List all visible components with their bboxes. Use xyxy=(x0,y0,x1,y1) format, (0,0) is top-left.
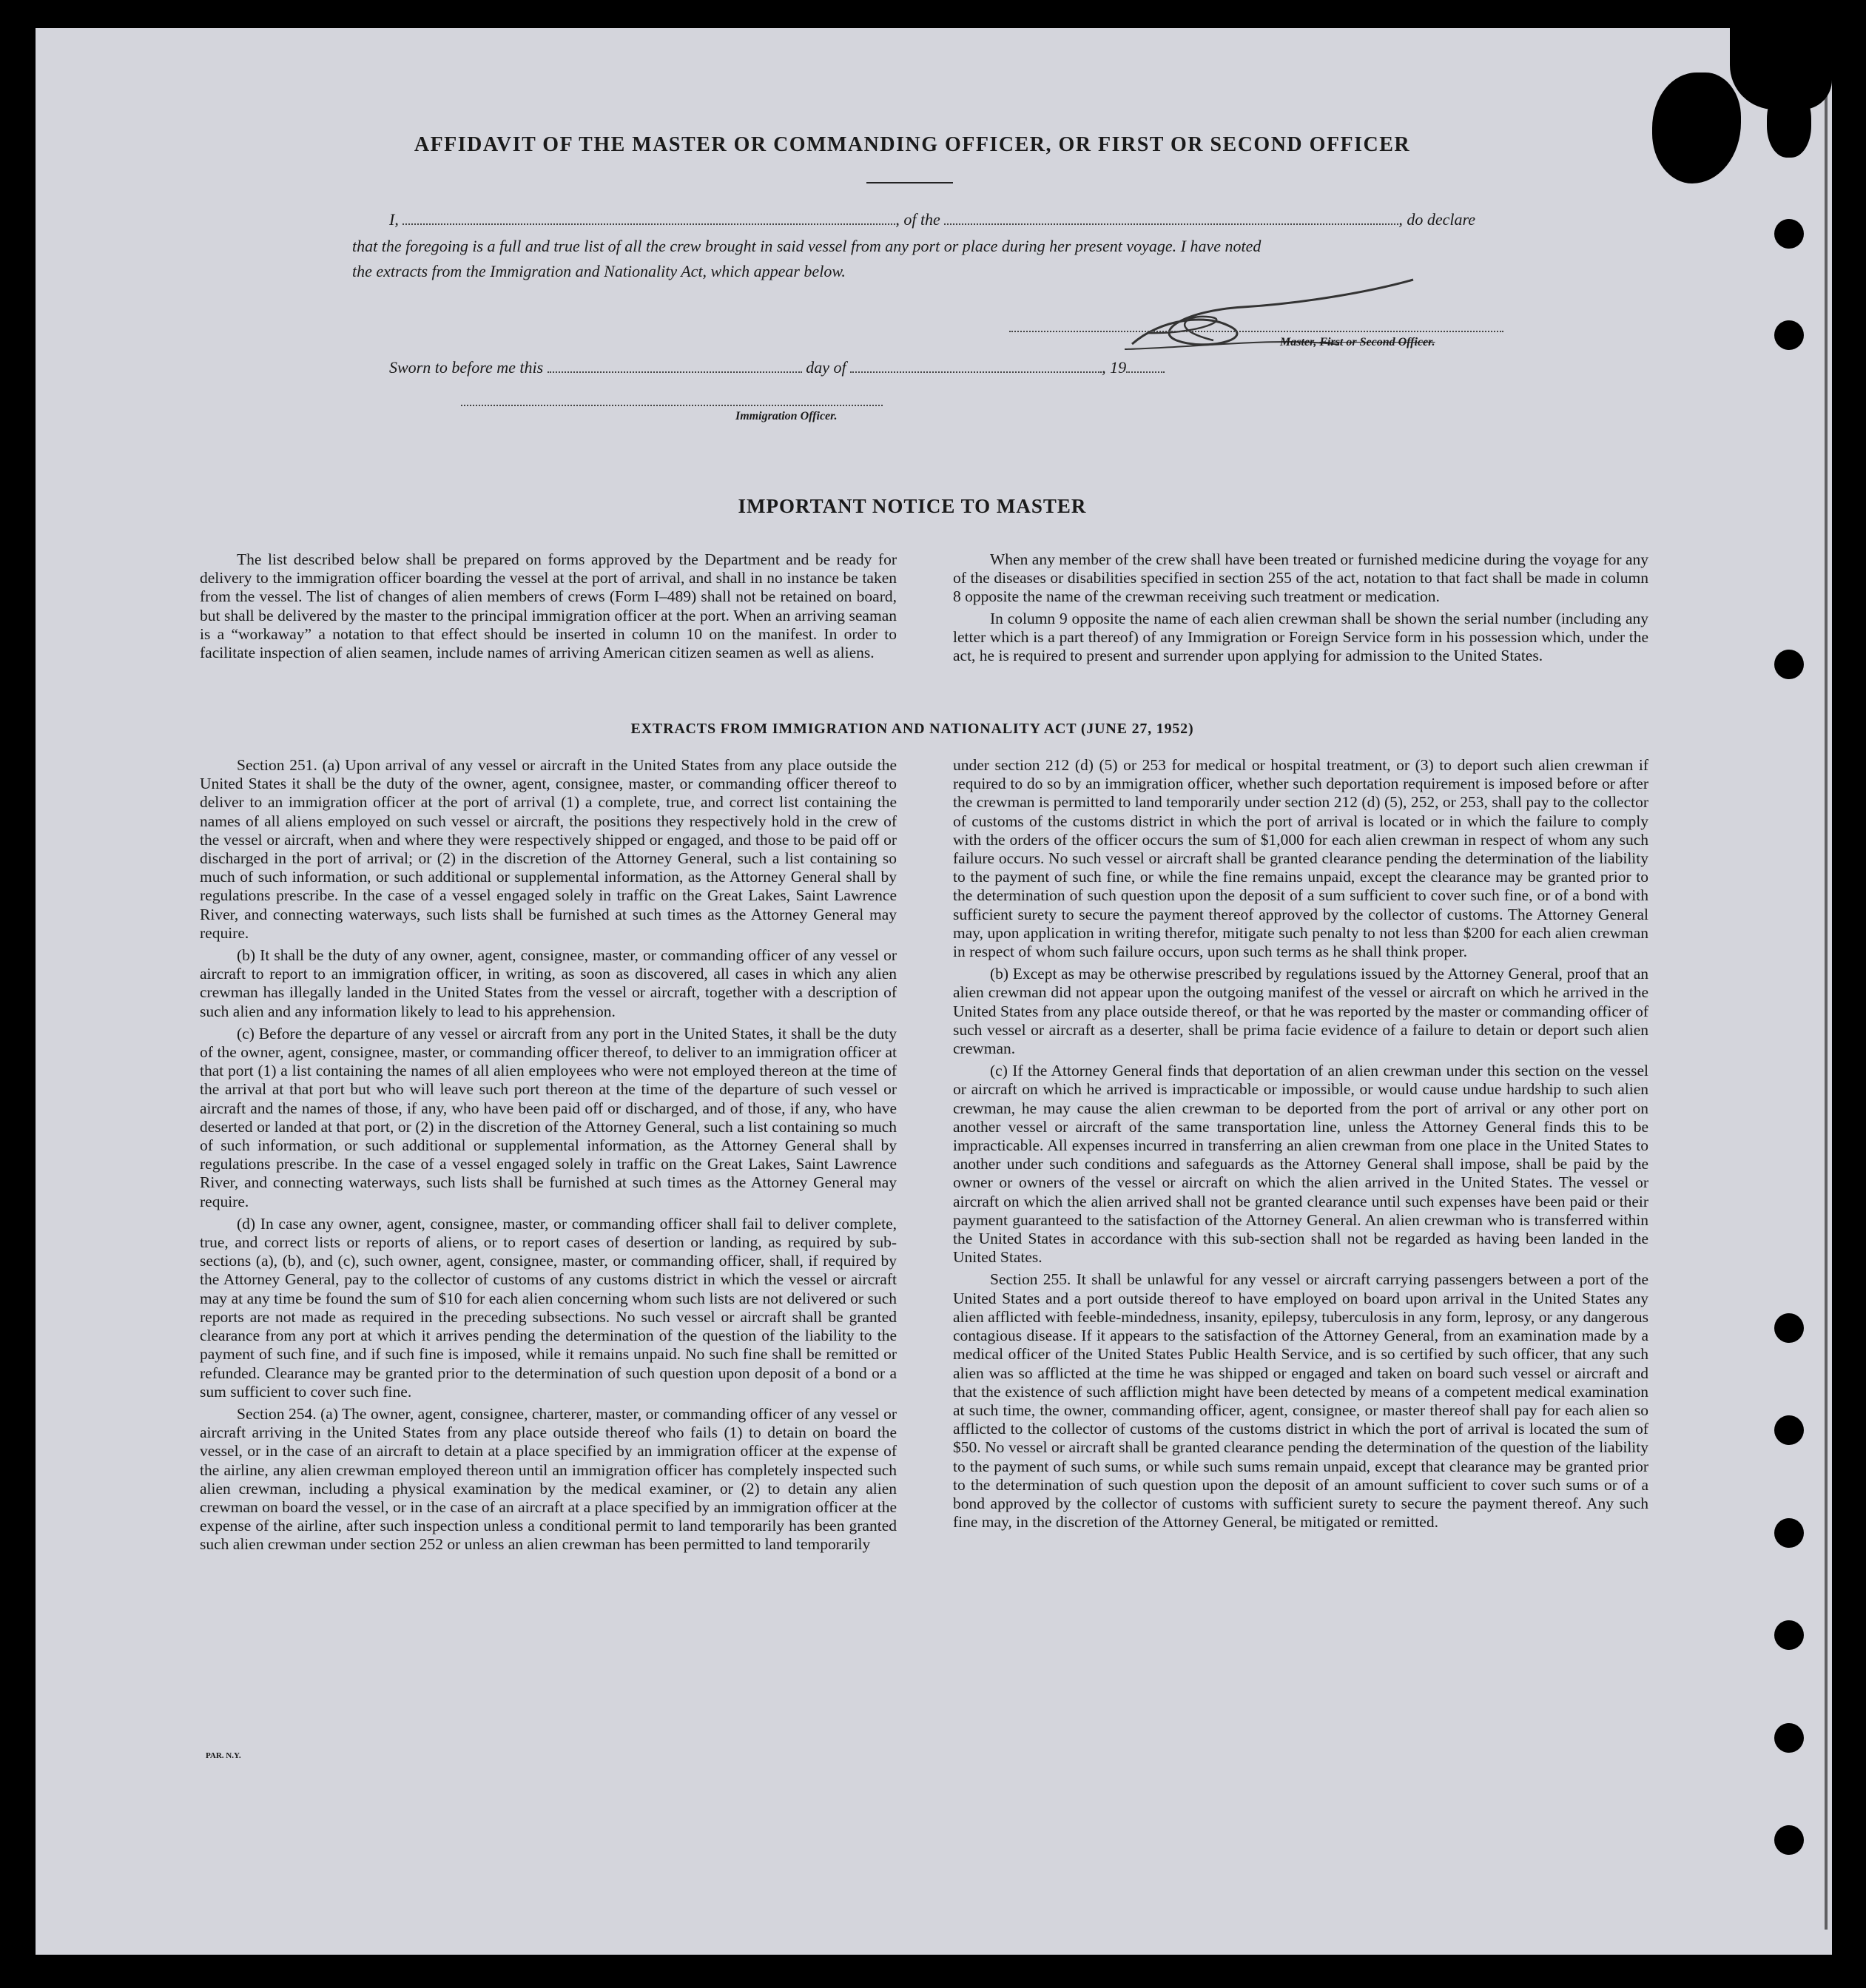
extracts-right-column xyxy=(953,756,1648,1532)
punch-hole-9 xyxy=(1774,1825,1804,1855)
extracts-heading: EXTRACTS FROM IMMIGRATION AND NATIONALITY ACT (JUNE 27, 1952) xyxy=(630,721,1194,737)
declaration-i: I, xyxy=(389,210,399,229)
day-of-label: day of xyxy=(806,358,846,377)
affidavit-title: AFFIDAVIT OF THE MASTER OR COMMANDING OFFICER, OR FIRST OR SECOND OFFICER xyxy=(414,133,1411,156)
notice-right-paragraph-1: When any member of the crew shall have been treated or furnished medicine during the voyage for any of the diseases or disabilities specified in section 255 of the act, notation to that fact shall be made in column 8 opposite the name of the crewman receiving such treatment or medication. xyxy=(953,550,1648,606)
ink-blot-drip xyxy=(1767,87,1811,158)
section-251-d: (d) In case any owner, agent, consignee, master, or commanding officer shall fail to deliver complete, true, and correct lists or reports of aliens, or to report cases of desertion or landing, as required by sub-sections (a), (b), and (c), such owner, agent, consignee, master, or commanding officer, shall, if required by the Attorney General, pay to the collector of customs of any customs district in which the vessel or aircraft may at any time be found the sum of $10 for each alien concerning whom such lists are not delivered or such reports are not made as required in the preceding subsections. No such vessel or aircraft shall be granted clearance from any port at which it arrives pending the determination of the question of the liability to the payment of such fine, and if such fine is imposed, while it remains unpaid. No such fine shall be remitted or refunded. Clearance may be granted prior to the determination of such question upon deposit of a bond or a sum sufficient to cover such fine. xyxy=(200,1214,897,1401)
section-254-a-continued: under section 212 (d) (5) or 253 for medical or hospital treatment, or (3) to deport such alien crewman if required to do so by an immigration officer, whether such deportation requirement is imposed before or after the crewman is permitted to land temporarily under section 212 (d) (5), 252, or 253, shall pay to the collector of customs of the customs district in which the port of arrival is located or in which the failure to comply with the orders of the officer occurs the sum of $1,000 for each alien crewman in respect of whom any such failure occurs. No such vessel or aircraft shall be granted clearance pending the determination of the liability to the payment of such fine, or while the fine remains unpaid, except the clearance may be granted prior to the determination of such question upon the deposit of a sum sufficient to cover such fine, or of a bond with sufficient surety to secure the payment thereof approved by the collector of customs. The Attorney General may, upon application in writing therefor, mitigate such penalty to not less than $200 for each alien crewman in respect of whom such failure occurs, upon such terms as he shall think proper. xyxy=(953,756,1648,961)
immigration-officer-caption: Immigration Officer. xyxy=(735,410,838,422)
notice-right-paragraph-2: In column 9 opposite the name of each alien crewman shall be shown the serial number (including any letter which is a part thereof) of any Immigration or Foreign Service form in his possession which, under the act, he is required to present and surrender upon applying for admission to the United States. xyxy=(953,609,1648,665)
punch-hole-4 xyxy=(1774,1313,1804,1343)
section-255: Section 255. It shall be unlawful for any vessel or aircraft carrying passengers between a port of the United States and a port outside thereof to have employed on board upon arrival in the United States any alien afflicted with feeble-mindedness, insanity, epilepsy, tuberculosis in any form, leprosy, or any dangerous contagious disease. If it appears to the satisfaction of the Attorney General, from an examination made by a medical officer of the United States Public Health Service, and is so certified by such officer, that any such alien was so afflicted at the time he was shipped or engaged and taken on board such vessel or aircraft and that the existence of such affliction might have been detected by means of a competent medical examination at such time, the owner, commanding officer, agent, consignee, or master thereof shall pay for each alien so afflicted to the collector of customs of the customs district in which the port of arrival is located the sum of $50. No vessel or aircraft shall be granted clearance pending the determination of the question of the liability to the payment of such sums, or while such sums remain unpaid, except that clearance may be granted prior to the determination of such question upon the deposit of an amount sufficient to cover such sums or of a bond approved by the collector of customs with sufficient surety to secure the payment thereof. Any such fine may, in the discretion of the Attorney General, be mitigated or remitted. xyxy=(953,1270,1648,1532)
document-page xyxy=(36,28,1832,1955)
notice-right-column xyxy=(953,550,1648,665)
signature-caption: Master, First or Second Officer. xyxy=(1280,336,1435,348)
immigration-officer-line[interactable] xyxy=(461,404,883,406)
master-signature-line[interactable] xyxy=(1009,330,1503,332)
section-254-a: Section 254. (a) The owner, agent, consignee, charterer, master, or commanding officer of any vessel or aircraft arriving in the United States from any place outside thereof who fails (1) to detain on board the vessel, or in the case of an aircraft to detain at a place specified by an immigration officer at the expense of the airline, any alien crewman employed thereon until an immigration officer has completely inspected such alien crewman, including a physical examination by the medical examiner, or (2) to detain any alien crewman on board the vessel, or in the case of an aircraft at a place specified by an immigration officer at the expense of the airline, after such inspection unless a conditional permit to land temporarily has been granted such alien crewman under section 252 or unless an alien crewman has been permitted to land temporarily xyxy=(200,1404,897,1554)
sworn-date-blank[interactable] xyxy=(548,371,802,373)
ink-blot-side xyxy=(1652,73,1741,183)
section-251-c: (c) Before the departure of any vessel or aircraft from any port in the United States, it shall be the duty of the owner, agent, consignee, master, or commanding officer thereof, to deliver to an immigration officer at that port (1) a list containing the names of all alien employees who were not employed thereon at the time of the arrival at that port but who will leave such port thereon at the time of the departure of such vessel or aircraft and the names of those, if any, who have been paid off or discharged, and of those, if any, who have deserted or landed at that port, or (2) in the discretion of the Attorney General, such a list containing so much of such information, or such additional or supplemental information, as the Attorney General shall by regulations prescribe. In the case of a vessel engaged solely in traffic on the Great Lakes, Saint Lawrence River, and connecting waterways, such lists shall be furnished at such times as the Attorney General may require. xyxy=(200,1024,897,1210)
section-254-b: (b) Except as may be otherwise prescribed by regulations issued by the Attorney General, proof that an alien crewman did not appear upon the outgoing manifest of the vessel or aircraft on which he arrived in the United States from any place outside thereof, or that he was reported by the master or commanding officer of such vessel or aircraft as a deserter, shall be prima facie evidence of a failure to detain or deport such alien crewman. xyxy=(953,965,1648,1058)
punch-hole-8 xyxy=(1774,1723,1804,1753)
sworn-month-blank[interactable] xyxy=(850,371,1102,373)
declaration-do-declare: , do declare xyxy=(1398,210,1475,229)
page-edge-shadow xyxy=(1825,58,1828,1930)
section-254-c: (c) If the Attorney General finds that deportation of an alien crewman under this section on the vessel or aircraft on which he arrived is impracticable or impossible, or would cause undue hardship to such alien crewman, he may cause the alien crewman to be deported from the port of arrival or any other port on another vessel or aircraft of the same transportation line, unless the Attorney General finds this to be impracticable. All expenses incurred in transferring an alien crewman from one place in the United States to another under such conditions and safeguards as the Attorney General shall impose, shall be paid by the owner or owners of the vessel or aircraft on which the alien arrived in the United States. The vessel or aircraft on which the alien arrived shall not be granted clearance until such expenses have been paid or their payment guaranteed to the satisfaction of the Attorney General. An alien crewman who is transferred within the United States in accordance with this sub-section shall not be regarded as having been landed in the United States. xyxy=(953,1062,1648,1267)
year-prefix: , 19 xyxy=(1102,358,1127,377)
punch-hole-5 xyxy=(1774,1415,1804,1445)
declaration-line-3: the extracts from the Immigration and Nationality Act, which appear below. xyxy=(352,262,846,280)
declaration-line-2: that the foregoing is a full and true list of all the crew brought in said vessel from any port or place during her present voyage. I have noted xyxy=(352,237,1262,255)
notice-left-paragraph: The list described below shall be prepared on forms approved by the Department and be ready for delivery to the immigration officer boarding the vessel at the port of arrival, and shall in no instance be taken from the vessel. The list of changes of alien members of crews (Form I–489) shall not be retained on board, but shall be delivered by the master to the principal immigration officer at the port. When an arriving seaman is a “workaway” a notation to that effect should be inserted in column 10 on the manifest. In order to facilitate inspection of alien seamen, include names of arriving American citizen seamen as well as aliens. xyxy=(200,550,897,662)
punch-hole-6 xyxy=(1774,1518,1804,1548)
punch-hole-7 xyxy=(1774,1620,1804,1650)
sworn-line xyxy=(389,358,1165,377)
notice-left-column xyxy=(200,550,897,662)
title-underline xyxy=(866,182,953,183)
name-blank[interactable] xyxy=(402,223,895,225)
declaration-line-1 xyxy=(389,210,1475,229)
section-251-a: Section 251. (a) Upon arrival of any vessel or aircraft in the United States from any place outside the United States it shall be the duty of the owner, agent, consignee, master, or commanding officer thereof to deliver to an immigration officer at the port of arrival (1) a complete, true, and correct list containing the names of all aliens employed on such vessel or aircraft, the positions they respectively hold in the crew of the vessel or aircraft, when and where they were respectively shipped or engaged, and those to be paid off or discharged in the port of arrival; or (2) in the discretion of the Attorney General, such a list containing so much of such information, or such additional or supplemental information, as the Attorney General shall by regulations prescribe. In the case of a vessel engaged solely in traffic on the Great Lakes, Saint Lawrence River, and connecting waterways, such lists shall be furnished at such times as the Attorney General may require. xyxy=(200,756,897,942)
declaration-of-the: , of the xyxy=(895,210,940,229)
punch-hole-1 xyxy=(1774,219,1804,249)
year-blank[interactable] xyxy=(1126,371,1165,373)
sworn-label: Sworn to before me this xyxy=(389,358,544,377)
punch-hole-3 xyxy=(1774,650,1804,679)
printer-mark: PAR. N.Y. xyxy=(206,1751,241,1760)
punch-hole-2 xyxy=(1774,320,1804,350)
vessel-blank[interactable] xyxy=(944,223,1398,225)
notice-heading: IMPORTANT NOTICE TO MASTER xyxy=(738,495,1087,517)
extracts-left-column xyxy=(200,756,897,1554)
section-251-b: (b) It shall be the duty of any owner, agent, consignee, master, or commanding officer of any vessel or aircraft to report to an immigration officer, in writing, as soon as discovered, all cases in which any alien crewman has illegally landed in the United States from the vessel or aircraft, together with a description of such alien and any information likely to lead to his apprehension. xyxy=(200,946,897,1020)
